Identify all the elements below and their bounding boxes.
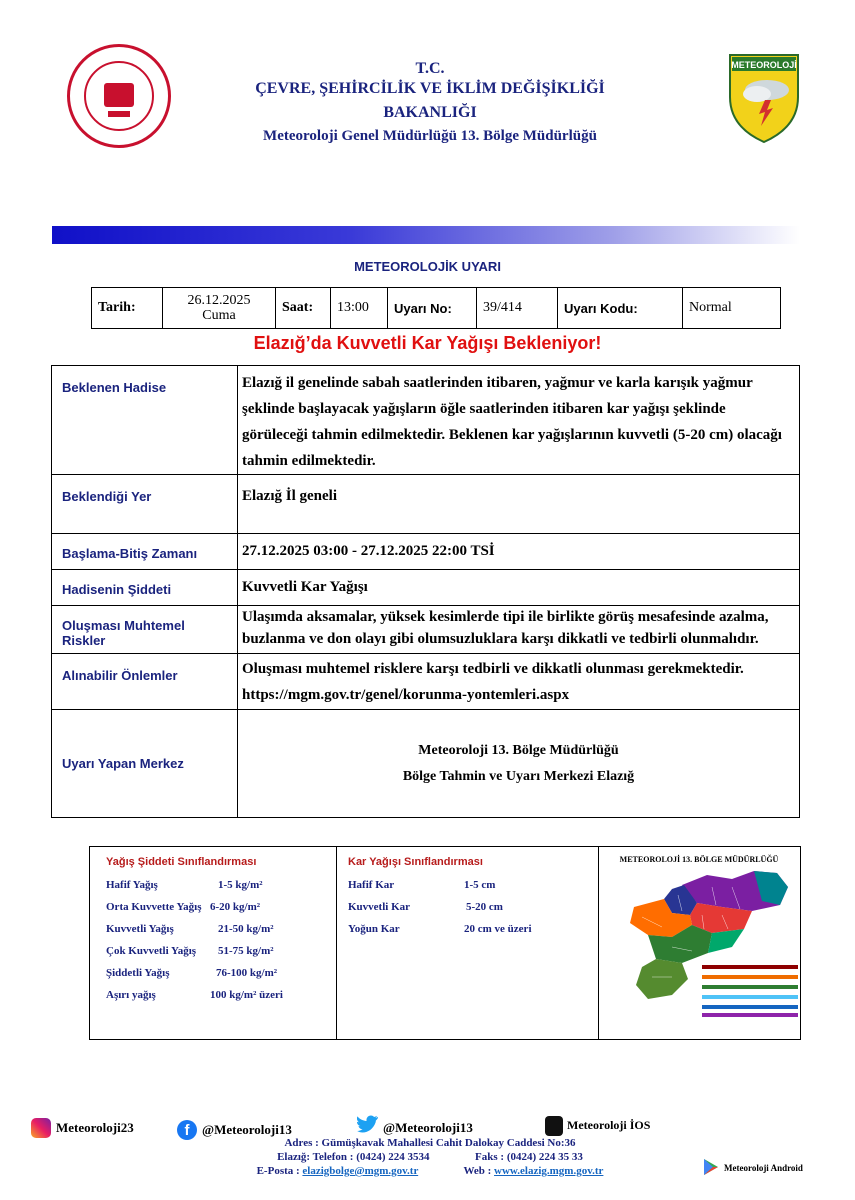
header-ministry: ÇEVRE, ŞEHİRCİLİK VE İKLİM DEĞİŞİKLİĞİ [255, 80, 605, 97]
date-cell [163, 288, 276, 329]
warning-code-value: Normal [683, 288, 781, 329]
footer-email[interactable]: elazigbolge@mgm.gov.tr [302, 1165, 419, 1177]
footer-contact-line [180, 1151, 680, 1163]
measures-label: Alınabilir Önlemler [52, 654, 238, 710]
snow-item-value: 5-20 cm [466, 901, 503, 913]
twitter-handle[interactable]: @Meteoroloji13 [383, 1120, 473, 1135]
android-app-link[interactable]: Meteoroloji Android [724, 1163, 803, 1173]
event-text: Elazığ il genelinde sabah saatlerinden itibaren, yağmur ve karla karışık yağmur şeklinde başlayacak yağışların öğle saatlerinden itibaren kar yağışı şeklinde görüleceği tahmin edilmektedir. Beklenen kar yağışlarının kuvvetli (5-20 cm) olacağı tahmin edilmektedir. [238, 366, 800, 475]
snow-item-value: 20 cm ve üzeri [464, 923, 532, 935]
footer-web-label: Web : [463, 1165, 495, 1177]
apple-icon[interactable] [545, 1116, 563, 1136]
day-value: Cuma [202, 308, 236, 323]
footer-phone: Elazığ: Telefon : (0424) 224 3534 [277, 1151, 430, 1163]
header-tc: T.C. [415, 60, 445, 77]
time-range-text: 27.12.2025 03:00 - 27.12.2025 22:00 TSİ [238, 534, 800, 570]
severity-text: Kuvvetli Kar Yağışı [238, 570, 800, 606]
warning-headline: Elazığ’da Kuvvetli Kar Yağışı Bekleniyor! [253, 333, 602, 353]
facebook-handle[interactable]: @Meteoroloji13 [202, 1122, 292, 1137]
google-play-icon[interactable] [703, 1158, 719, 1176]
rain-item-value: 100 kg/m² üzeri [210, 989, 283, 1001]
snow-item-value: 1-5 cm [464, 879, 496, 891]
warning-code-label: Uyarı Kodu: [558, 288, 683, 329]
facebook-icon[interactable]: f [177, 1120, 197, 1140]
footer-email-label: E-Posta : [256, 1165, 303, 1177]
region-map-panel [598, 847, 800, 1039]
snow-item-name: Yoğun Kar [348, 923, 400, 935]
meteoroloji-logo [727, 52, 801, 144]
rain-classification [90, 847, 337, 1039]
header-directorate: Meteoroloji Genel Müdürlüğü 13. Bölge Müdürlüğü [263, 128, 597, 144]
center-label: Uyarı Yapan Merkez [52, 710, 238, 818]
ministry-seal [67, 44, 171, 148]
rain-item-name: Şiddetli Yağış [106, 967, 170, 979]
footer-fax: Faks : (0424) 224 35 33 [475, 1151, 583, 1163]
instagram-icon[interactable] [31, 1118, 51, 1138]
map-title: METEOROLOJİ 13. BÖLGE MÜDÜRLÜĞÜ [619, 855, 779, 864]
rain-item-value: 76-100 kg/m² [216, 967, 278, 979]
time-value: 13:00 [331, 288, 388, 329]
region-map [612, 867, 798, 1017]
severity-label: Hadisenin Şiddeti [52, 570, 238, 606]
footer-address: Adres : Gümüşkavak Mahallesi Cahit Dalokay Caddesi No:36 [284, 1137, 576, 1149]
logo-text: METEOROLOJİ [731, 60, 797, 70]
warning-details-table [51, 365, 800, 818]
snow-item-name: Hafif Kar [348, 879, 395, 891]
risk-text: Ulaşımda aksamalar, yüksek kesimlerde tipi ile birlikte görüş mesafesinde azalma, buzlanma ve don olayı gibi olumsuzluklara karşı dikkatli ve tedbirli olunmalıdır. [238, 606, 800, 654]
rain-item-name: Hafif Yağış [106, 879, 158, 891]
place-text: Elazığ İl geneli [238, 475, 800, 534]
measures-cell [238, 654, 800, 710]
snow-item-name: Kuvvetli Kar [348, 901, 411, 913]
snow-classification [336, 847, 599, 1039]
rain-item-name: Aşırı yağış [106, 989, 156, 1001]
date-label: Tarih: [92, 288, 163, 329]
center-line2: Bölge Tahmin ve Uyarı Merkezi Elazığ [402, 768, 635, 784]
measures-link[interactable]: https://mgm.gov.tr/genel/korunma-yontemleri.aspx [242, 687, 570, 703]
rain-item-name: Orta Kuvvette Yağış [106, 901, 202, 913]
rain-item-name: Kuvvetli Yağış [106, 923, 174, 935]
time-label: Saat: [276, 288, 331, 329]
header-blue-bar [52, 226, 800, 244]
center-cell [238, 710, 800, 818]
rain-item-value: 1-5 kg/m² [218, 879, 263, 891]
footer-web[interactable]: www.elazig.mgm.gov.tr [494, 1165, 604, 1177]
rain-item-value: 51-75 kg/m² [218, 945, 274, 957]
warning-no-value: 39/414 [477, 288, 558, 329]
warning-info-table [91, 287, 781, 329]
center-line1: Meteoroloji 13. Bölge Müdürlüğü [418, 742, 619, 758]
measures-text: Oluşması muhtemel risklere karşı tedbirli ve dikkatli olunması gerekmektedir. [242, 661, 744, 677]
ios-app-link[interactable]: Meteoroloji İOS [567, 1118, 651, 1132]
rain-item-name: Çok Kuvvetli Yağış [106, 945, 197, 957]
instagram-handle[interactable]: Meteoroloji23 [56, 1120, 134, 1135]
rain-item-value: 21-50 kg/m² [218, 923, 274, 935]
header-bakanlik: BAKANLIĞI [383, 104, 477, 121]
rain-class-title: Yağış Şiddeti Sınıflandırması [106, 856, 257, 868]
twitter-icon[interactable] [357, 1115, 379, 1133]
document-title: METEOROLOJİK UYARI [354, 259, 501, 274]
place-label: Beklendiği Yer [52, 475, 238, 534]
rain-item-value: 6-20 kg/m² [210, 901, 261, 913]
risk-label: Oluşması Muhtemel Riskler [52, 606, 238, 654]
time-range-label: Başlama-Bitiş Zamanı [52, 534, 238, 570]
footer-web-line [180, 1165, 680, 1177]
date-value: 26.12.2025 [187, 293, 251, 308]
classification-box [89, 846, 801, 1040]
snow-class-title: Kar Yağışı Sınıflandırması [348, 856, 483, 868]
event-label: Beklenen Hadise [52, 366, 238, 475]
warning-no-label: Uyarı No: [388, 288, 477, 329]
